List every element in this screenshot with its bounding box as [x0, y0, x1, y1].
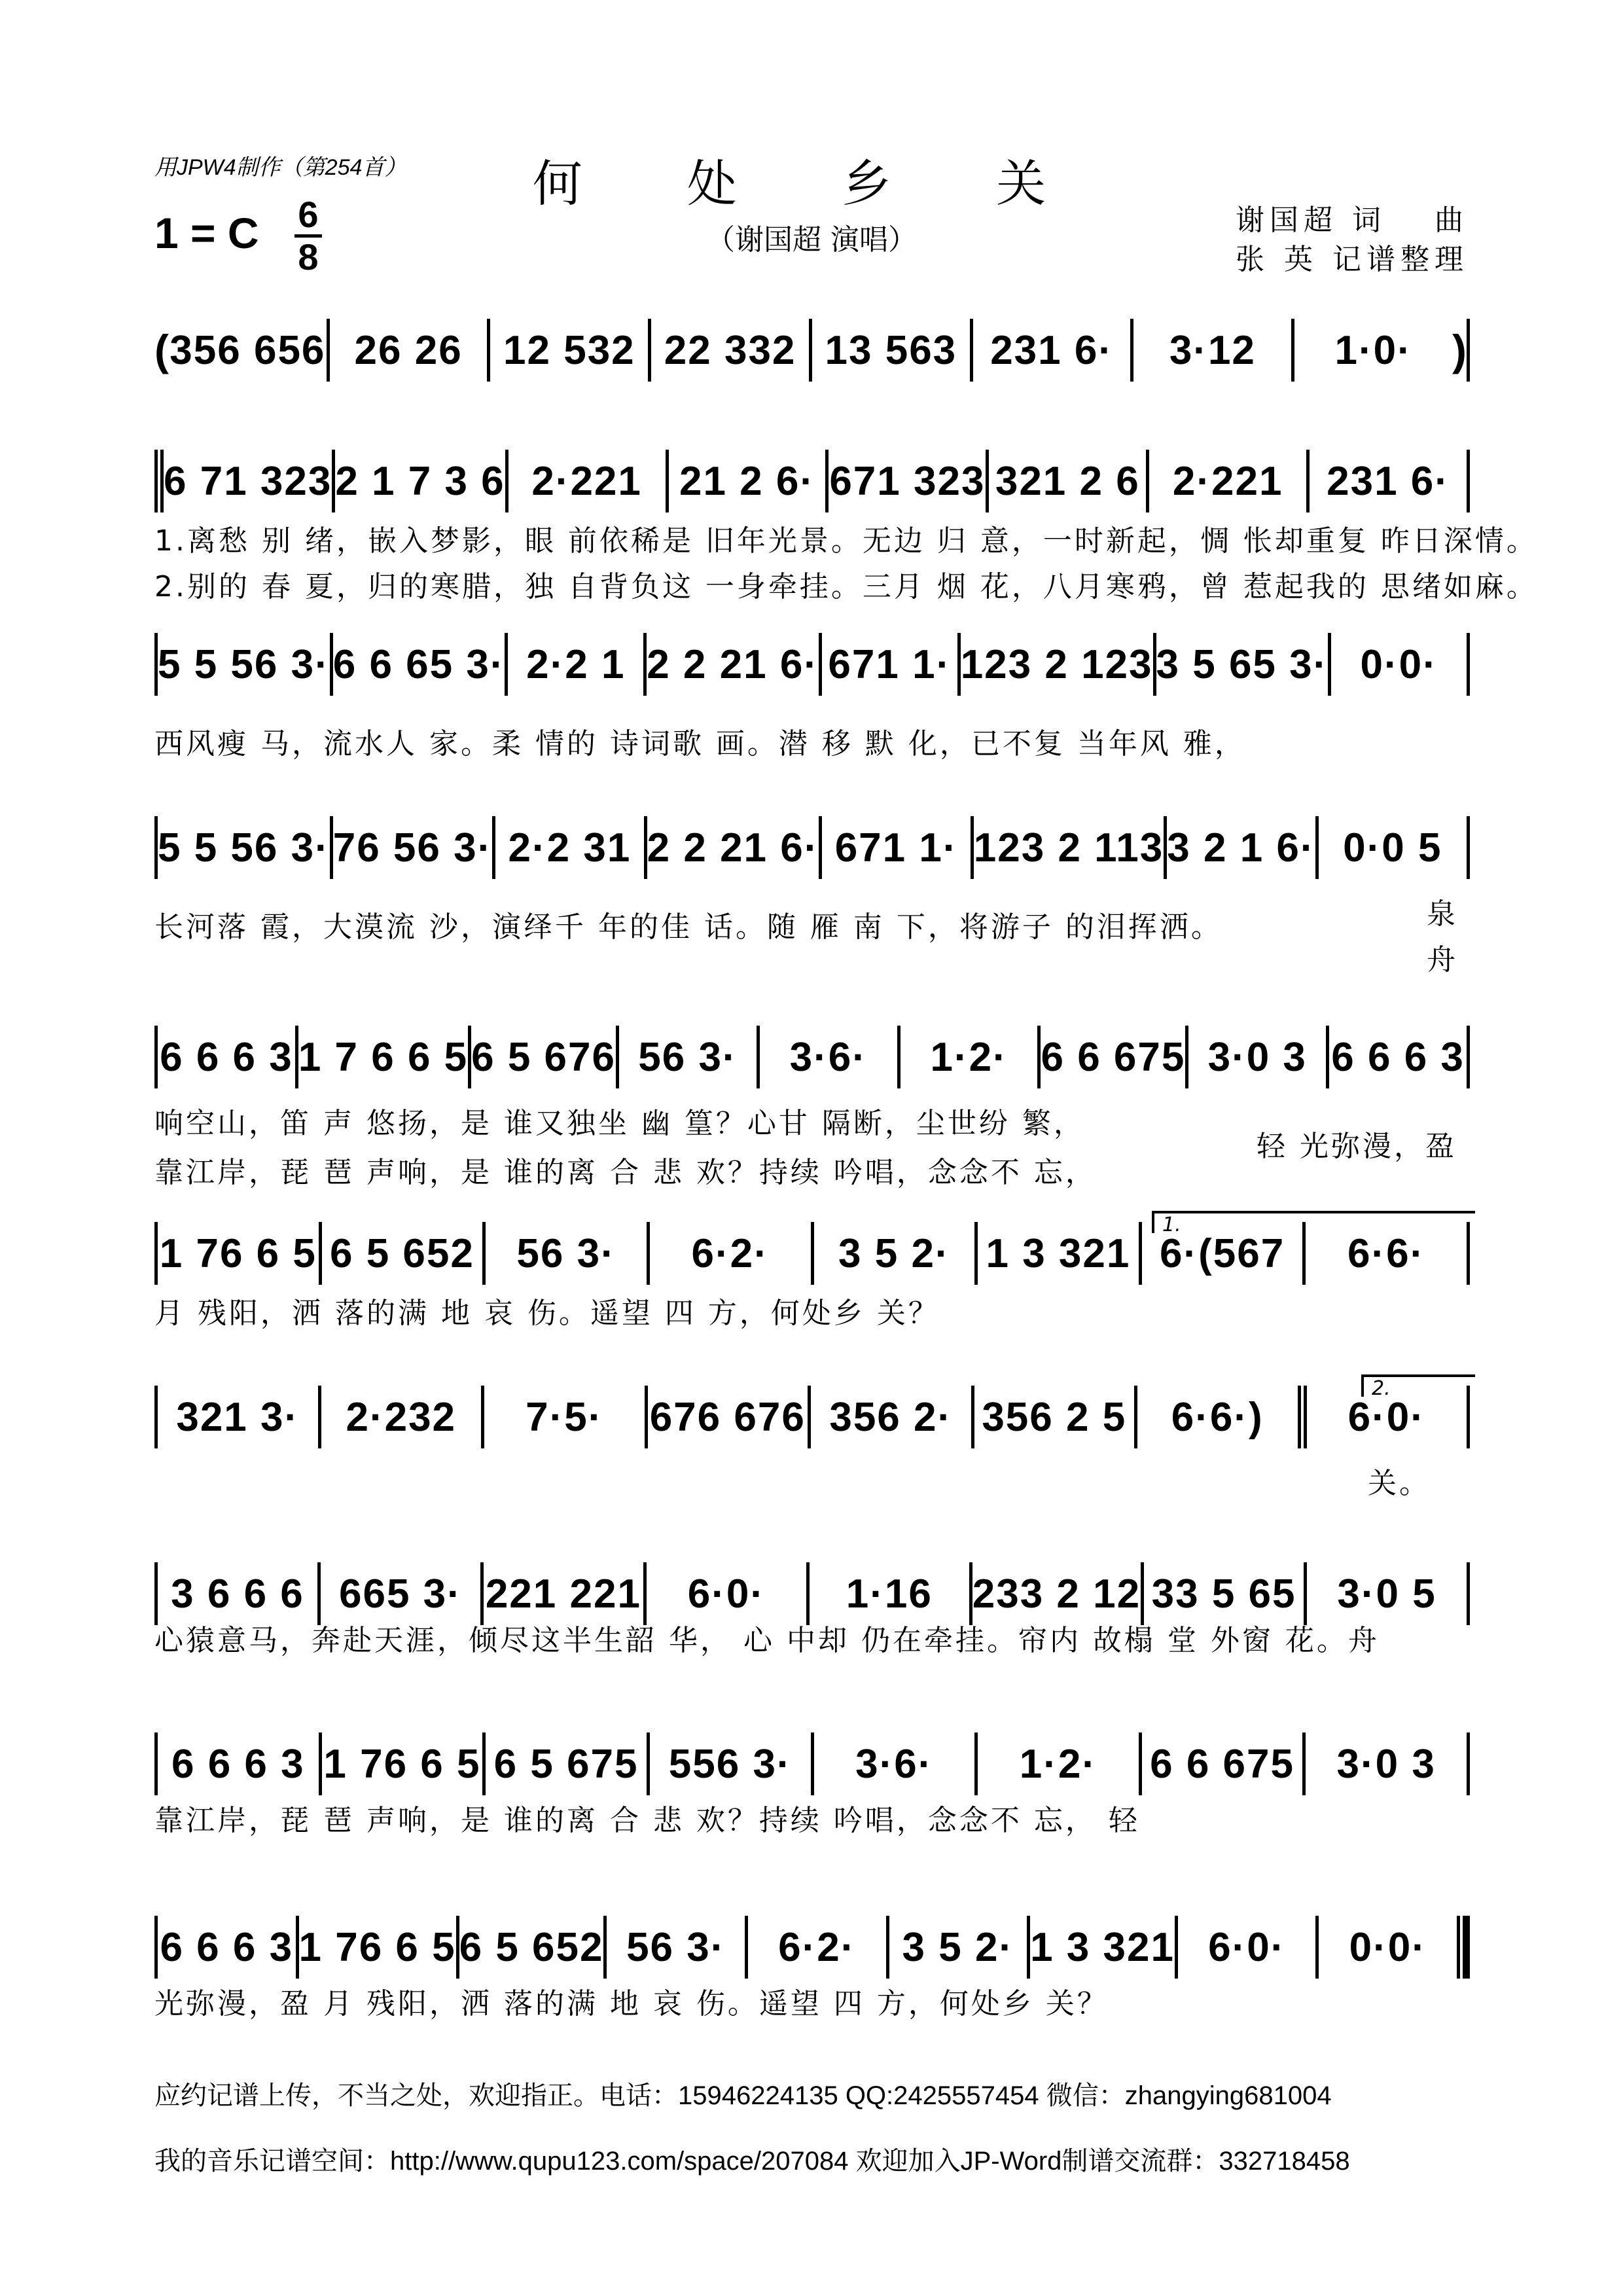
measure: 3·0 3: [1336, 1741, 1436, 1787]
lyrics-line: 响空山，笛 声 悠扬，是 谁又独坐 幽 篁？心甘 隔断，尘世纷 繁，: [154, 1107, 1085, 1140]
measure-row: [154, 1021, 1470, 1093]
measure: 1·2·: [930, 1034, 1008, 1080]
lyrics-pickup: 泉: [1427, 897, 1458, 931]
measure: 6·6·): [1171, 1394, 1264, 1440]
measure: 2·232: [346, 1394, 457, 1440]
measure: 321 2 6: [995, 458, 1140, 504]
measure: 1 76 6 5: [159, 1230, 317, 1276]
measure: 56 3·: [516, 1230, 616, 1276]
volta-number: 2.: [1372, 1377, 1391, 1400]
measure: 33 5 65: [1151, 1571, 1296, 1617]
meter-bottom: 8: [298, 236, 319, 278]
measure-row: [154, 445, 1470, 517]
lyrics-line: 光弥漫，盈 月 残阳，洒 落的满 地 哀 伤。遥望 四 方，何处乡 关？: [154, 1987, 1109, 2020]
measure: 1 7 6 6 5: [298, 1034, 469, 1080]
measure: 2·221: [531, 458, 642, 504]
measure: 356 2·: [829, 1394, 953, 1440]
measure: 6·0·: [1347, 1394, 1425, 1440]
measure: 6 6 6 3: [160, 1034, 293, 1080]
measure: 2 2 21 6·: [647, 825, 819, 870]
measure: 6 5 675: [493, 1741, 639, 1787]
barline: [1467, 1732, 1470, 1795]
measure: 6 5 652: [459, 1924, 604, 1970]
measure: 3·6·: [789, 1034, 867, 1080]
measure: 3·0 3: [1207, 1034, 1307, 1080]
lyrics-line: 西风瘦 马，流水人 家。柔 情的 诗词歌 画。潜 移 默 化，已不复 当年风 雅，: [154, 727, 1246, 761]
credit-transcriber: 张 英 记谱整理: [1236, 243, 1469, 276]
measure: 221 221: [485, 1571, 641, 1617]
measure: 6·2·: [691, 1230, 769, 1276]
footer-space: 我的音乐记谱空间：http://www.qupu123.com/space/207084 欢迎加入JP-Word制谱交流群：332718458: [154, 2147, 1350, 2176]
barline: [1467, 1562, 1470, 1625]
measure: 2·221: [1172, 458, 1283, 504]
measure: 231 6·: [1327, 458, 1450, 504]
lyrics-line: 1.离愁 别 绪，嵌入梦影，眼 前依稀是 旧年光景。无边 归 意，一时新起，惆 怅却重复 昨日深情。: [154, 524, 1538, 558]
measure: 0·0·: [1360, 641, 1438, 687]
measure: 0·0 5: [1343, 825, 1442, 870]
staff-row: [154, 445, 1470, 517]
measure: 6 6 6 3: [1331, 1034, 1465, 1080]
intro-paren: (: [154, 326, 169, 374]
measure: 3 6 6 6: [171, 1571, 304, 1617]
measure: 356 2 5: [982, 1394, 1127, 1440]
measure: 21 2 6·: [679, 458, 815, 504]
measure: 6 6 6 3: [171, 1741, 305, 1787]
lyrics-pickup: 轻 光弥漫，盈: [1257, 1130, 1457, 1163]
volta-bracket: [1361, 1374, 1475, 1400]
measure: 665 3·: [339, 1571, 462, 1617]
lyrics-line-verse2: 靠江岸，琵 琶 声响，是 谁的离 合 悲 欢？持续 吟唱，念念不 忘，: [154, 1156, 1097, 1189]
measure: 2 2 21 6·: [647, 641, 819, 687]
measure: 5 5 56 3·: [158, 825, 330, 870]
measure: 1·16: [846, 1571, 933, 1617]
staff-row: [154, 1381, 1470, 1453]
staff-row: [154, 314, 1470, 386]
volta-number: 1.: [1162, 1213, 1181, 1236]
staff-row: [154, 1021, 1470, 1093]
measure: 3·6·: [855, 1741, 933, 1787]
credit-lyricist-composer: 谢国超 词 曲: [1236, 204, 1469, 237]
measure-row: [154, 1911, 1470, 1983]
key-signature: 1 = C: [154, 209, 259, 257]
measure: 6 6 675: [1150, 1741, 1294, 1787]
measure: 671 1·: [828, 641, 952, 687]
singer-note: （谢国超 演唱）: [706, 223, 917, 257]
made-with-note: 用JPW4制作（第254首）: [154, 155, 407, 180]
measure: 671 323: [829, 458, 986, 504]
barline: [1467, 816, 1470, 879]
measure-row: [154, 1381, 1470, 1453]
measure: 1 76 6 5: [323, 1741, 481, 1787]
measure: 3 5 2·: [838, 1230, 950, 1276]
staff-row: [154, 1728, 1470, 1800]
time-signature: [292, 196, 325, 276]
intro-paren-close: ): [1452, 326, 1467, 374]
measure: 6·2·: [778, 1924, 856, 1970]
measure: 6 71 323: [164, 458, 332, 504]
measure: 6 6 6 3: [160, 1924, 294, 1970]
measure: 6 6 65 3·: [332, 641, 505, 687]
measure: 2·2 1: [526, 641, 626, 687]
measure: 3 5 65 3·: [1156, 641, 1329, 687]
staff-row: [154, 812, 1470, 884]
measure: 22 332: [664, 327, 796, 373]
measure: 76 56 3·: [332, 825, 493, 870]
measure: 3 5 2·: [902, 1924, 1014, 1970]
measure: 12 532: [503, 327, 635, 373]
measure: 123 2 123: [960, 641, 1153, 687]
measure: 233 2 12: [972, 1571, 1141, 1617]
staff-row: [154, 628, 1470, 700]
barline: [1467, 1026, 1470, 1088]
volta-bracket: [1152, 1211, 1475, 1236]
repeat-start-barline: [154, 450, 164, 512]
measure: 6·(567: [1159, 1230, 1285, 1276]
measure: 3 2 1 6·: [1167, 825, 1315, 870]
measure-row: [154, 812, 1470, 884]
meter-top: 6: [298, 194, 319, 235]
measure: 56 3·: [638, 1034, 738, 1080]
measure: 56 3·: [626, 1924, 726, 1970]
lyrics-line: 心猿意马，奔赴天涯，倾尽这半生韶 华， 心 中却 仍在牵挂。帘内 故榻 堂 外窗 花。舟: [154, 1624, 1380, 1657]
measure: 5 5 56 3·: [158, 641, 330, 687]
measure: 13 563: [825, 327, 957, 373]
lyrics-pickup-2: 舟: [1427, 943, 1458, 977]
barline: [1467, 319, 1470, 382]
footer-contact: 应约记谱上传，不当之处，欢迎指正。电话：15946224135 QQ:2425557454 微信：zhangying681004: [154, 2081, 1332, 2110]
measure: 6·6·: [1347, 1230, 1425, 1276]
measure: 671 1·: [834, 825, 958, 870]
measure: 556 3·: [668, 1741, 792, 1787]
measure: 26 26: [354, 327, 463, 373]
song-title: 何 处 乡 关: [532, 154, 1091, 213]
measure: 1·0·: [1334, 327, 1412, 373]
measure: 0·0·: [1349, 1924, 1427, 1970]
measure: 6 6 675: [1041, 1034, 1186, 1080]
lyrics-line: 关。: [1368, 1467, 1431, 1500]
measure: 7·5·: [526, 1394, 603, 1440]
measure-row: [154, 314, 1470, 386]
lyrics-line: 长河落 霞，大漠流 沙，演绎千 年的佳 话。随 雁 南 下，将游子 的泪挥洒。: [154, 910, 1222, 944]
measure: 3·0 5: [1337, 1571, 1436, 1617]
final-barline: [1457, 1916, 1470, 1979]
measure: 676 676: [649, 1394, 806, 1440]
repeat-end-barline: [1298, 1386, 1307, 1448]
measure-row: [154, 628, 1470, 700]
lyrics-line: 月 残阳，洒 落的满 地 哀 伤。遥望 四 方，何处乡 关？: [154, 1297, 940, 1330]
measure: 2·2 31: [508, 825, 632, 870]
measure: 1 3 321: [1030, 1924, 1175, 1970]
measure: 356 656: [169, 327, 326, 373]
measure: 1 76 6 5: [298, 1924, 456, 1970]
measure: 1 3 321: [986, 1230, 1131, 1276]
measure-row: [154, 1728, 1470, 1800]
measure: 6 5 676: [471, 1034, 616, 1080]
measure: 1·2·: [1019, 1741, 1097, 1787]
measure: 6·0·: [1208, 1924, 1286, 1970]
measure: 6 5 652: [330, 1230, 474, 1276]
measure: 2 1 7 3 6: [335, 458, 505, 504]
barline: [1467, 633, 1470, 696]
measure: 3·12: [1169, 327, 1256, 373]
measure: 231 6·: [990, 327, 1114, 373]
measure: 123 2 113: [973, 825, 1164, 870]
staff-row: [154, 1911, 1470, 1983]
lyrics-line-verse2: 2.别的 春 夏，归的寒腊，独 自背负这 一身牵挂。三月 烟 花，八月寒鸦，曾 惹起我的 思绪如麻。: [154, 570, 1538, 603]
measure: 6·0·: [687, 1571, 765, 1617]
measure: 321 3·: [176, 1394, 300, 1440]
lyrics-line: 靠江岸，琵 琶 声响，是 谁的离 合 悲 欢？持续 吟唱，念念不 忘， 轻: [154, 1804, 1140, 1837]
barline: [1467, 450, 1470, 512]
